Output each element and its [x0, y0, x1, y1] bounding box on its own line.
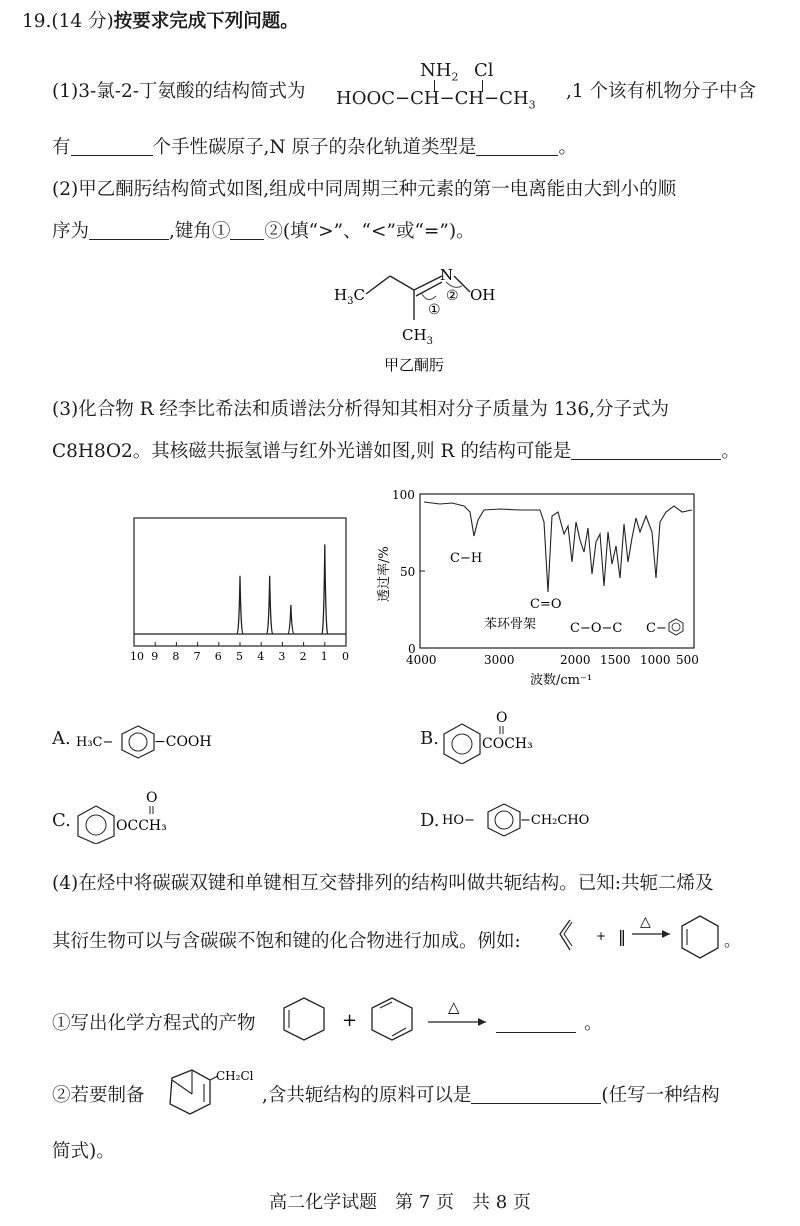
diels-alder-example	[556, 910, 756, 970]
norbornene-structure	[152, 1064, 262, 1120]
svg-text:。: 。	[724, 931, 741, 950]
molecular-formula: C8H8O2	[52, 441, 133, 462]
angle-2-label: ②	[446, 288, 459, 304]
nmr-tick-label: 2	[299, 650, 307, 663]
ir-ytick-label: 50	[400, 565, 416, 579]
svg-text:H3C: $H_3C$	[334, 286, 365, 307]
nmr-tick-label: 6	[214, 650, 222, 663]
nmr-peak	[288, 605, 294, 634]
nmr-tick-label: 4	[257, 650, 265, 663]
nmr-spectrum-chart	[120, 510, 360, 670]
svg-text:COCH₃: COCH₃	[482, 736, 533, 752]
butanone-oxime-structure	[330, 260, 530, 380]
question-points: (14 分)	[51, 11, 114, 32]
option-c-structure	[72, 788, 212, 844]
part1-lead: (1)3-氯-2-丁氨酸的结构简式为	[52, 81, 306, 102]
nmr-tick-label: 5	[236, 650, 243, 663]
option-d-structure	[442, 800, 612, 844]
nmr-tick-label: 7	[193, 650, 201, 663]
option-a[interactable]: A.	[52, 728, 71, 749]
ir-xtick-label: 500	[676, 653, 699, 667]
amino-acid-formula: $NH_2$ Cl $HOOC-CH-CH-CH_3$	[336, 60, 536, 112]
part4-line1: (4)在烃中将碳碳双键和单键相互交替排列的结构叫做共轭结构。已知:共轭二烯及	[52, 873, 714, 894]
ir-label-co: C=O	[530, 597, 562, 612]
ir-label-benzene: 苯环骨架	[484, 617, 537, 632]
nmr-peak	[322, 544, 328, 634]
ir-spectrum-chart	[370, 482, 710, 688]
part1-line1	[52, 80, 306, 104]
page-footer: 高二化学试题 第 7 页 共 8 页	[269, 1192, 531, 1213]
part2-line1: (2)甲乙酮肟结构简式如图,组成中同周期三种元素的第一电离能由大到小的顺	[52, 179, 677, 200]
question-intro: 按要求完成下列问题。	[113, 11, 299, 32]
part2-line2: 序为 ,键角① ②(填“>”、“<”或“=”)。	[52, 221, 475, 242]
structure-caption: 甲乙酮肟	[384, 356, 445, 374]
part4-sub2: ②若要制备	[52, 1085, 145, 1106]
nmr-tick-label: 0	[342, 650, 349, 663]
ir-xtick-label: 2000	[560, 653, 591, 667]
svg-text:H₃C−: H₃C−	[76, 735, 114, 750]
oxime-n-label: N	[440, 266, 454, 284]
ir-label-coc: C−O−C	[570, 621, 623, 636]
part4-sub2-b: ,含共轭结构的原料可以是 (任写一种结构	[262, 1085, 720, 1106]
sub1-product-blank[interactable]	[496, 1014, 576, 1033]
svg-text:+: +	[596, 929, 607, 943]
ir-xtick-label: 3000	[484, 653, 515, 667]
ir-ytick-label: 0	[408, 642, 416, 656]
part4-sub1: ①写出化学方程式的产物	[52, 1013, 256, 1034]
ir-xlabel: 波数/cm⁻¹	[530, 673, 593, 688]
option-c[interactable]: C.	[52, 810, 71, 831]
nmr-tick-label: 8	[172, 650, 180, 663]
nmr-tick-label: 9	[151, 650, 159, 663]
part4-line2: 其衍生物可以与含碳碳不饱和键的化合物进行加成。例如:	[52, 931, 521, 952]
option-a-structure	[76, 718, 236, 762]
part4-sub2-line2: 简式)。	[52, 1141, 115, 1162]
part3-line1: (3)化合物 R 经李比希法和质谱法分析得知其相对分子质量为 136,分子式为	[52, 399, 669, 420]
exam-page: 19.(14 分)按要求完成下列问题。 (1)3-氯-2-丁氨酸的结构简式为 $NH_2$ Cl $HOOC-CH-CH-CH_3$ ,1 个该有机物分子中含 有 个手性碳原子,N 原子的杂化轨道类型是 。 (2)甲乙酮肟结构简式如图,组成中同周期三种元素的第一电离能由大到小的顺 序为 ,键角① ②(填“>”、“<”或“=”)。 $H_3C$ N OH ① ② $CH_3$ 甲乙酮肟 (3)化合物 R 经李比希法和质谱法分析得知其相对分子质量为 136,分子式为 C8H8O2。其核磁共振氢谱与红外光谱如图,则 R 的结构可能是 。 10 9 8 7 6 5 4 3 2 1 0 0 50 100 4000 3000 2000 1500 1000 500 透过率/% 波数/cm⁻¹ C−H C=O 苯环骨架 C−O−C C− A. H₃C− −COOH B. O COCH₃ C. O OCCH₃ D. HO− −CH₂CHO (4)在烃中将碳碳双键和单键相互交替排列的结构叫做共轭结构。已知:共轭二烯及 其衍生物可以与含碳碳不饱和键的化合物进行加成。例如: + ‖ △ 。 ①写出化学方程式的产物 + △ 。 ②若要制备 CH₂Cl ,含共轭结构的原料可以是 (任写一种结构 简式)。 高二化学试题 第 7 页 共 8 页	[0, 0, 800, 1226]
hybridization-blank[interactable]	[476, 137, 558, 156]
svg-text:△: △	[448, 998, 460, 1016]
svg-text:O: O	[496, 710, 508, 726]
nmr-tick-label: 3	[278, 650, 286, 663]
nmr-peak	[267, 576, 273, 634]
svg-text:‖: ‖	[618, 927, 626, 946]
svg-text:OCCH₃: OCCH₃	[116, 818, 167, 834]
ir-ytick-label: 100	[392, 488, 415, 502]
question-header	[22, 10, 299, 34]
question-number: 19.	[22, 11, 52, 32]
svg-text:−CH₂CHO: −CH₂CHO	[520, 813, 590, 828]
option-b[interactable]: B.	[420, 728, 439, 749]
ir-label-c-phenyl: C−	[646, 621, 667, 636]
ir-xtick-label: 1000	[640, 653, 671, 667]
nmr-tick-label: 1	[320, 650, 328, 663]
ir-transmittance-curve	[424, 502, 692, 592]
sub2-raw-material-blank[interactable]	[471, 1085, 601, 1104]
svg-text:+: +	[342, 1010, 358, 1031]
part1-tail: ,1 个该有机物分子中含	[566, 81, 757, 102]
angle-1-label: ①	[428, 302, 441, 318]
svg-text:CH₂Cl: CH₂Cl	[216, 1069, 254, 1083]
svg-text:△: △	[640, 914, 651, 930]
option-d[interactable]: D.	[420, 810, 440, 831]
ir-xtick-label: 4000	[406, 653, 437, 667]
bond-angle-blank[interactable]	[230, 221, 264, 240]
benzene-icon	[669, 619, 683, 635]
structure-answer-blank[interactable]	[571, 441, 721, 460]
svg-text:O: O	[146, 790, 158, 806]
svg-text:OH: OH	[470, 286, 496, 304]
ir-ylabel: 透过率/%	[377, 546, 392, 602]
svg-text:CH3: $CH_3$	[402, 326, 433, 347]
ionization-order-blank[interactable]	[89, 221, 169, 240]
option-b-structure	[440, 708, 580, 764]
ir-label-ch: C−H	[450, 551, 483, 566]
chiral-carbon-blank[interactable]	[71, 137, 153, 156]
part3-line2: C8H8O2。其核磁共振氢谱与红外光谱如图,则 R 的结构可能是 。	[52, 441, 740, 462]
svg-text:−COOH: −COOH	[154, 734, 212, 750]
svg-text:HO−: HO−	[442, 813, 475, 828]
part1-line2: 有 个手性碳原子,N 原子的杂化轨道类型是 。	[52, 137, 577, 158]
ir-xtick-label: 1500	[600, 653, 631, 667]
nmr-peak	[237, 576, 243, 634]
nmr-tick-label: 10	[130, 650, 144, 663]
